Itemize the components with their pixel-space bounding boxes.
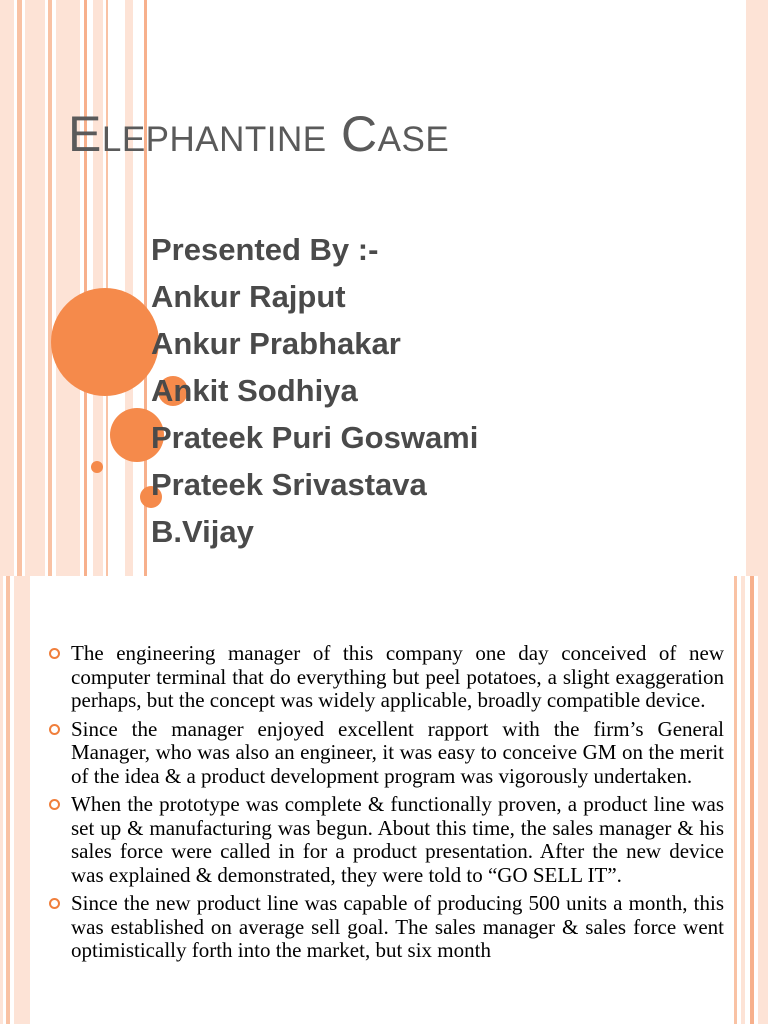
presenter-name: Prateek Puri Goswami xyxy=(151,420,479,455)
presenter-list xyxy=(151,226,478,555)
decor-circle-large xyxy=(51,288,159,396)
bullet-circle-icon xyxy=(49,648,60,659)
decor-stripe xyxy=(56,0,80,576)
decor-stripe xyxy=(734,576,737,1024)
decor-stripe xyxy=(25,0,45,576)
decor-stripe xyxy=(125,0,133,576)
decor-stripe xyxy=(84,0,87,576)
decor-stripe xyxy=(17,0,22,576)
presenter-heading: Presented By :- xyxy=(151,232,379,267)
bullet-text: Since the new product line was capable of producing 500 units a month, this was established on average sell goal. The sales manager & sales force went optimistically forth into the market, but six month xyxy=(71,891,724,962)
decor-stripe xyxy=(0,576,3,1024)
slide-title: Elephantine Case xyxy=(68,106,450,162)
bullet-item xyxy=(46,892,724,963)
decor-stripe xyxy=(0,0,14,576)
decor-stripe xyxy=(741,576,745,1024)
decor-stripe xyxy=(14,576,30,1024)
bullet-item xyxy=(46,793,724,887)
presenter-name: B.Vijay xyxy=(151,514,254,549)
decor-stripe xyxy=(746,0,768,576)
bullet-circle-icon xyxy=(49,799,60,810)
content-slide xyxy=(0,576,768,1024)
decor-stripe xyxy=(758,576,768,1024)
presenter-name: Ankur Prabhakar xyxy=(151,326,401,361)
bullet-text: The engineering manager of this company one day conceived of new computer terminal that do everything but peel potatoes, a slight exaggeration perhaps, but the concept was widely applicable, broadly compatible device. xyxy=(71,641,724,712)
bullet-circle-icon xyxy=(49,724,60,735)
bullet-list xyxy=(46,642,724,968)
presenter-name: Ankit Sodhiya xyxy=(151,373,358,408)
bullet-item xyxy=(46,718,724,789)
bullet-circle-icon xyxy=(49,898,60,909)
presenter-name: Ankur Rajput xyxy=(151,279,346,314)
decor-circle-dot xyxy=(91,461,103,473)
decor-stripe xyxy=(750,576,754,1024)
bullet-text: Since the manager enjoyed excellent rapport with the firm’s General Manager, who was also an engineer, it was easy to conceive GM on the merit of the idea & a product development program was vigorously undertaken. xyxy=(71,716,724,788)
decor-stripe xyxy=(6,576,10,1024)
decor-stripe xyxy=(48,0,52,576)
presenter-name: Prateek Srivastava xyxy=(151,467,427,502)
bullet-text: When the prototype was complete & functionally proven, a product line was set up & manufacturing was begun. About this time, the sales manager & his sales force were called in for a product presentation. After the new device was explained & demonstrated, they were told to “GO SELL IT”. xyxy=(71,792,724,887)
bullet-item xyxy=(46,642,724,713)
